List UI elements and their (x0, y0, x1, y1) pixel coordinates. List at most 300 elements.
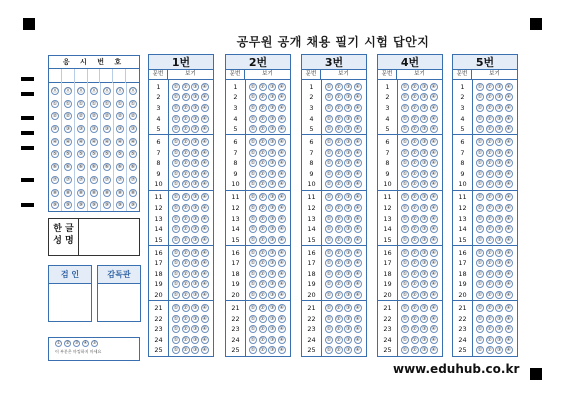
answer-bubble[interactable]: ① (173, 260, 179, 267)
answer-bubble[interactable]: ① (402, 204, 408, 211)
answer-bubble[interactable]: ② (487, 215, 492, 222)
exam-number-bubble[interactable]: ③ (52, 126, 58, 133)
answer-bubble[interactable]: ④ (431, 115, 437, 122)
exam-number-bubble[interactable]: ⓪ (104, 88, 110, 94)
answer-bubble[interactable]: ② (487, 270, 492, 277)
answer-bubble[interactable]: ④ (355, 347, 361, 354)
answer-bubble[interactable]: ③ (421, 139, 427, 146)
answer-bubble[interactable]: ④ (279, 304, 285, 311)
answer-bubble[interactable]: ④ (506, 236, 512, 243)
exam-number-bubble[interactable]: ② (78, 113, 84, 120)
answer-bubble[interactable]: ① (173, 181, 179, 188)
answer-bubble[interactable]: ② (183, 83, 188, 90)
answer-bubble[interactable]: ④ (355, 315, 361, 322)
answer-bubble[interactable]: ② (487, 126, 492, 133)
answer-bubble[interactable]: ③ (421, 126, 427, 133)
answer-bubble[interactable]: ① (477, 160, 483, 167)
exam-number-bubble[interactable]: ⑧ (52, 189, 58, 196)
answer-bubble[interactable]: ① (326, 139, 332, 146)
answer-bubble[interactable]: ③ (496, 304, 502, 311)
answer-bubble[interactable]: ② (336, 215, 341, 222)
answer-bubble[interactable]: ② (412, 281, 417, 288)
answer-bubble[interactable]: ② (336, 326, 341, 333)
exam-number-bubble[interactable]: ⑤ (78, 151, 84, 158)
answer-bubble[interactable]: ① (326, 226, 332, 233)
answer-bubble[interactable]: ③ (496, 260, 502, 267)
answer-bubble[interactable]: ③ (192, 149, 198, 156)
answer-bubble[interactable]: ④ (355, 83, 361, 90)
answer-bubble[interactable]: ② (336, 139, 341, 146)
exam-number-bubble[interactable]: ⑦ (117, 176, 123, 183)
answer-bubble[interactable]: ② (260, 270, 265, 277)
answer-bubble[interactable]: ① (173, 270, 179, 277)
answer-bubble[interactable]: ④ (355, 160, 361, 167)
answer-bubble[interactable]: ③ (496, 149, 502, 156)
answer-bubble[interactable]: ④ (279, 336, 285, 343)
answer-bubble[interactable]: ④ (279, 270, 285, 277)
answer-bubble[interactable]: ④ (506, 181, 512, 188)
answer-bubble[interactable]: ② (260, 104, 265, 111)
answer-bubble[interactable]: ④ (506, 126, 512, 133)
answer-bubble[interactable]: ① (250, 204, 256, 211)
answer-bubble[interactable]: ② (260, 336, 265, 343)
exam-number-bubble[interactable]: ④ (52, 138, 58, 145)
answer-bubble[interactable]: ① (402, 281, 408, 288)
exam-number-bubble[interactable]: ③ (117, 126, 123, 133)
exam-number-bubble[interactable]: ⑧ (117, 189, 123, 196)
answer-bubble[interactable]: ① (402, 170, 408, 177)
answer-bubble[interactable]: ③ (345, 270, 351, 277)
answer-bubble[interactable]: ② (412, 181, 417, 188)
answer-bubble[interactable]: ③ (496, 126, 502, 133)
answer-bubble[interactable]: ④ (431, 249, 437, 256)
answer-bubble[interactable]: ② (487, 292, 492, 299)
exam-number-bubble[interactable]: ⓪ (52, 88, 58, 94)
answer-bubble[interactable]: ① (250, 281, 256, 288)
answer-bubble[interactable]: ③ (269, 270, 275, 277)
answer-bubble[interactable]: ② (487, 204, 492, 211)
answer-bubble[interactable]: ① (477, 126, 483, 133)
answer-bubble[interactable]: ③ (269, 249, 275, 256)
answer-bubble[interactable]: ② (487, 149, 492, 156)
answer-bubble[interactable]: ③ (269, 315, 275, 322)
answer-bubble[interactable]: ④ (202, 139, 208, 146)
answer-bubble[interactable]: ④ (506, 249, 512, 256)
answer-bubble[interactable]: ③ (345, 115, 351, 122)
exam-number-bubble[interactable]: ⑥ (52, 164, 58, 171)
answer-bubble[interactable]: ④ (506, 215, 512, 222)
answer-bubble[interactable]: ④ (355, 304, 361, 311)
answer-bubble[interactable]: ② (487, 194, 492, 201)
answer-bubble[interactable]: ④ (506, 204, 512, 211)
answer-bubble[interactable]: ③ (269, 304, 275, 311)
answer-bubble[interactable]: ① (402, 83, 408, 90)
exam-number-bubble[interactable]: ⑨ (130, 202, 136, 209)
answer-bubble[interactable]: ① (477, 94, 483, 101)
answer-bubble[interactable]: ① (477, 347, 483, 354)
answer-bubble[interactable]: ① (173, 160, 179, 167)
answer-bubble[interactable]: ① (250, 347, 256, 354)
answer-bubble[interactable]: ② (183, 149, 188, 156)
answer-bubble[interactable]: ③ (496, 249, 502, 256)
exam-number-bubble[interactable]: ⑤ (130, 151, 136, 158)
answer-bubble[interactable]: ④ (202, 260, 208, 267)
answer-bubble[interactable]: ② (336, 292, 341, 299)
answer-bubble[interactable]: ④ (431, 194, 437, 201)
exam-number-bubble[interactable]: ② (117, 113, 123, 120)
exam-number-bubble[interactable]: ⑨ (78, 202, 84, 209)
answer-bubble[interactable]: ③ (192, 181, 198, 188)
exam-number-bubble[interactable]: ① (117, 100, 123, 107)
exam-number-bubble[interactable]: ⑦ (78, 176, 84, 183)
answer-bubble[interactable]: ① (402, 181, 408, 188)
answer-bubble[interactable]: ④ (355, 139, 361, 146)
answer-bubble[interactable]: ① (402, 226, 408, 233)
answer-bubble[interactable]: ③ (269, 292, 275, 299)
answer-bubble[interactable]: ② (183, 226, 188, 233)
answer-bubble[interactable]: ① (477, 226, 483, 233)
answer-bubble[interactable]: ① (402, 149, 408, 156)
answer-bubble[interactable]: ④ (202, 249, 208, 256)
answer-bubble[interactable]: ① (250, 94, 256, 101)
exam-number-bubble[interactable]: ① (65, 100, 71, 107)
answer-bubble[interactable]: ① (326, 215, 332, 222)
answer-bubble[interactable]: ① (402, 194, 408, 201)
answer-bubble[interactable]: ① (326, 194, 332, 201)
answer-bubble[interactable]: ④ (431, 236, 437, 243)
answer-bubble[interactable]: ③ (269, 194, 275, 201)
answer-bubble[interactable]: ④ (506, 94, 512, 101)
exam-number-bubble[interactable]: ⑥ (104, 164, 110, 171)
answer-bubble[interactable]: ① (326, 270, 332, 277)
answer-bubble[interactable]: ① (250, 226, 256, 233)
answer-bubble[interactable]: ① (173, 83, 179, 90)
answer-bubble[interactable]: ② (260, 215, 265, 222)
answer-bubble[interactable]: ② (412, 292, 417, 299)
answer-bubble[interactable]: ② (336, 236, 341, 243)
answer-bubble[interactable]: ④ (431, 149, 437, 156)
answer-bubble[interactable]: ② (183, 270, 188, 277)
exam-number-bubble[interactable]: ③ (78, 126, 84, 133)
answer-bubble[interactable]: ③ (269, 181, 275, 188)
answer-bubble[interactable]: ② (260, 115, 265, 122)
answer-bubble[interactable]: ② (183, 115, 188, 122)
answer-bubble[interactable]: ① (250, 260, 256, 267)
answer-bubble[interactable]: ③ (269, 104, 275, 111)
answer-bubble[interactable]: ① (477, 104, 483, 111)
answer-bubble[interactable]: ② (260, 194, 265, 201)
answer-bubble[interactable]: ② (183, 304, 188, 311)
answer-bubble[interactable]: ③ (345, 236, 351, 243)
answer-bubble[interactable]: ③ (421, 204, 427, 211)
answer-bubble[interactable]: ② (487, 347, 492, 354)
answer-bubble[interactable]: ④ (279, 292, 285, 299)
answer-bubble[interactable]: ② (412, 160, 417, 167)
answer-bubble[interactable]: ② (336, 126, 341, 133)
answer-bubble[interactable]: ① (326, 181, 332, 188)
answer-bubble[interactable]: ① (173, 315, 179, 322)
answer-bubble[interactable]: ① (173, 126, 179, 133)
exam-number-bubble[interactable]: ② (52, 113, 58, 120)
answer-bubble[interactable]: ③ (269, 347, 275, 354)
answer-bubble[interactable]: ④ (355, 281, 361, 288)
answer-bubble[interactable]: ① (402, 139, 408, 146)
answer-bubble[interactable]: ② (412, 236, 417, 243)
answer-bubble[interactable]: ② (183, 204, 188, 211)
answer-bubble[interactable]: ③ (345, 149, 351, 156)
answer-bubble[interactable]: ④ (202, 170, 208, 177)
answer-bubble[interactable]: ① (477, 194, 483, 201)
answer-bubble[interactable]: ① (173, 194, 179, 201)
answer-bubble[interactable]: ④ (279, 160, 285, 167)
answer-bubble[interactable]: ③ (421, 215, 427, 222)
answer-bubble[interactable]: ② (487, 336, 492, 343)
exam-number-bubble[interactable]: ⑤ (65, 151, 71, 158)
answer-bubble[interactable]: ① (326, 304, 332, 311)
answer-bubble[interactable]: ④ (279, 249, 285, 256)
answer-bubble[interactable]: ④ (506, 326, 512, 333)
answer-bubble[interactable]: ② (487, 249, 492, 256)
answer-bubble[interactable]: ③ (345, 126, 351, 133)
answer-bubble[interactable]: ③ (192, 160, 198, 167)
exam-number-bubble[interactable]: ⑤ (117, 151, 123, 158)
answer-bubble[interactable]: ③ (496, 194, 502, 201)
answer-bubble[interactable]: ③ (192, 83, 198, 90)
answer-bubble[interactable]: ④ (279, 236, 285, 243)
answer-bubble[interactable]: ② (183, 139, 188, 146)
answer-bubble[interactable]: ② (336, 83, 341, 90)
answer-bubble[interactable]: ④ (431, 215, 437, 222)
answer-bubble[interactable]: ① (402, 260, 408, 267)
answer-bubble[interactable]: ③ (345, 204, 351, 211)
answer-bubble[interactable]: ④ (506, 260, 512, 267)
answer-bubble[interactable]: ① (250, 115, 256, 122)
answer-bubble[interactable]: ③ (345, 249, 351, 256)
answer-bubble[interactable]: ① (402, 304, 408, 311)
answer-bubble[interactable]: ① (326, 347, 332, 354)
answer-bubble[interactable]: ② (183, 104, 188, 111)
answer-bubble[interactable]: ① (326, 260, 332, 267)
answer-bubble[interactable]: ① (173, 304, 179, 311)
exam-number-bubble[interactable]: ② (130, 113, 136, 120)
answer-bubble[interactable]: ① (173, 170, 179, 177)
answer-bubble[interactable]: ① (173, 281, 179, 288)
exam-number-bubble[interactable]: ⑦ (52, 176, 58, 183)
answer-bubble[interactable]: ④ (202, 181, 208, 188)
answer-bubble[interactable]: ③ (345, 181, 351, 188)
answer-bubble[interactable]: ④ (431, 315, 437, 322)
answer-bubble[interactable]: ① (250, 139, 256, 146)
answer-bubble[interactable]: ② (412, 194, 417, 201)
answer-bubble[interactable]: ④ (355, 149, 361, 156)
answer-bubble[interactable]: ④ (355, 326, 361, 333)
exam-number-bubble[interactable]: ⑤ (104, 151, 110, 158)
answer-bubble[interactable]: ① (326, 170, 332, 177)
answer-bubble[interactable]: ② (183, 94, 188, 101)
answer-bubble[interactable]: ③ (421, 236, 427, 243)
answer-bubble[interactable]: ④ (431, 260, 437, 267)
exam-number-bubble[interactable]: ⑧ (104, 189, 110, 196)
answer-bubble[interactable]: ④ (279, 83, 285, 90)
answer-bubble[interactable]: ④ (279, 326, 285, 333)
answer-bubble[interactable]: ② (412, 204, 417, 211)
answer-bubble[interactable]: ② (183, 347, 188, 354)
answer-bubble[interactable]: ④ (506, 139, 512, 146)
exam-number-bubble[interactable]: ② (91, 113, 97, 120)
answer-bubble[interactable]: ① (326, 292, 332, 299)
answer-bubble[interactable]: ① (250, 315, 256, 322)
answer-bubble[interactable]: ① (250, 181, 256, 188)
answer-bubble[interactable]: ① (326, 104, 332, 111)
answer-bubble[interactable]: ② (183, 126, 188, 133)
answer-bubble[interactable]: ③ (496, 326, 502, 333)
answer-bubble[interactable]: ① (477, 260, 483, 267)
answer-bubble[interactable]: ① (173, 139, 179, 146)
answer-bubble[interactable]: ③ (345, 304, 351, 311)
answer-bubble[interactable]: ② (487, 281, 492, 288)
answer-bubble[interactable]: ① (402, 94, 408, 101)
answer-bubble[interactable]: ④ (431, 336, 437, 343)
answer-bubble[interactable]: ③ (345, 347, 351, 354)
answer-bubble[interactable]: ① (326, 315, 332, 322)
answer-bubble[interactable]: ① (173, 236, 179, 243)
answer-bubble[interactable]: ④ (279, 215, 285, 222)
answer-bubble[interactable]: ① (173, 347, 179, 354)
exam-number-bubble[interactable]: ① (104, 100, 110, 107)
exam-number-bubble[interactable]: ④ (91, 138, 97, 145)
answer-bubble[interactable]: ③ (496, 170, 502, 177)
answer-bubble[interactable]: ④ (279, 104, 285, 111)
answer-bubble[interactable]: ② (412, 304, 417, 311)
answer-bubble[interactable]: ① (250, 304, 256, 311)
exam-number-bubble[interactable]: ④ (117, 138, 123, 145)
answer-bubble[interactable]: ③ (269, 326, 275, 333)
answer-bubble[interactable]: ② (183, 194, 188, 201)
exam-number-bubble[interactable]: ④ (130, 138, 136, 145)
answer-bubble[interactable]: ④ (279, 347, 285, 354)
answer-bubble[interactable]: ② (260, 249, 265, 256)
answer-bubble[interactable]: ① (326, 249, 332, 256)
answer-bubble[interactable]: ③ (496, 83, 502, 90)
answer-bubble[interactable]: ② (336, 347, 341, 354)
answer-bubble[interactable]: ② (183, 160, 188, 167)
answer-bubble[interactable]: ① (402, 336, 408, 343)
answer-bubble[interactable]: ① (326, 281, 332, 288)
exam-number-bubble[interactable]: ⑥ (130, 164, 136, 171)
answer-bubble[interactable]: ③ (269, 160, 275, 167)
answer-bubble[interactable]: ① (173, 149, 179, 156)
answer-bubble[interactable]: ③ (496, 347, 502, 354)
answer-bubble[interactable]: ② (336, 94, 341, 101)
answer-bubble[interactable]: ① (477, 281, 483, 288)
answer-bubble[interactable]: ② (336, 204, 341, 211)
answer-bubble[interactable]: ① (477, 83, 483, 90)
answer-bubble[interactable]: ② (336, 260, 341, 267)
answer-bubble[interactable]: ① (250, 104, 256, 111)
answer-bubble[interactable]: ④ (506, 347, 512, 354)
answer-bubble[interactable]: ① (250, 215, 256, 222)
website-url[interactable]: www.eduhub.co.kr (393, 362, 520, 376)
answer-bubble[interactable]: ③ (421, 270, 427, 277)
answer-bubble[interactable]: ② (260, 204, 265, 211)
answer-bubble[interactable]: ③ (496, 336, 502, 343)
answer-bubble[interactable]: ④ (355, 181, 361, 188)
answer-bubble[interactable]: ③ (345, 226, 351, 233)
answer-bubble[interactable]: ① (326, 160, 332, 167)
answer-bubble[interactable]: ③ (345, 336, 351, 343)
answer-bubble[interactable]: ④ (355, 204, 361, 211)
exam-number-bubble[interactable]: ② (104, 113, 110, 120)
exam-number-bubble[interactable]: ② (65, 113, 71, 120)
answer-bubble[interactable]: ② (260, 260, 265, 267)
answer-bubble[interactable]: ③ (421, 94, 427, 101)
answer-bubble[interactable]: ② (260, 304, 265, 311)
answer-bubble[interactable]: ① (477, 139, 483, 146)
answer-bubble[interactable]: ③ (496, 226, 502, 233)
answer-bubble[interactable]: ③ (345, 83, 351, 90)
answer-bubble[interactable]: ② (260, 347, 265, 354)
exam-number-bubble[interactable]: ⑧ (78, 189, 84, 196)
answer-bubble[interactable]: ② (260, 160, 265, 167)
answer-bubble[interactable]: ④ (202, 160, 208, 167)
answer-bubble[interactable]: ① (173, 226, 179, 233)
answer-bubble[interactable]: ② (183, 181, 188, 188)
answer-bubble[interactable]: ③ (496, 181, 502, 188)
answer-bubble[interactable]: ② (336, 115, 341, 122)
answer-bubble[interactable]: ② (412, 336, 417, 343)
name-input-area[interactable] (80, 219, 139, 255)
answer-bubble[interactable]: ① (250, 336, 256, 343)
answer-bubble[interactable]: ④ (506, 149, 512, 156)
answer-bubble[interactable]: ④ (202, 104, 208, 111)
answer-bubble[interactable]: ③ (269, 149, 275, 156)
answer-bubble[interactable]: ② (487, 315, 492, 322)
answer-bubble[interactable]: ③ (345, 104, 351, 111)
answer-bubble[interactable]: ① (402, 326, 408, 333)
answer-bubble[interactable]: ④ (355, 236, 361, 243)
answer-bubble[interactable]: ① (250, 194, 256, 201)
answer-bubble[interactable]: ④ (202, 83, 208, 90)
answer-bubble[interactable]: ③ (496, 94, 502, 101)
answer-bubble[interactable]: ② (183, 281, 188, 288)
answer-bubble[interactable]: ④ (202, 270, 208, 277)
answer-bubble[interactable]: ② (183, 215, 188, 222)
answer-bubble[interactable]: ④ (431, 83, 437, 90)
answer-bubble[interactable]: ③ (345, 292, 351, 299)
answer-bubble[interactable]: ② (336, 181, 341, 188)
answer-bubble[interactable]: ③ (421, 249, 427, 256)
exam-number-bubble[interactable]: ⑦ (104, 176, 110, 183)
answer-bubble[interactable]: ③ (345, 260, 351, 267)
answer-bubble[interactable]: ① (326, 149, 332, 156)
exam-number-bubble[interactable]: ⑦ (130, 176, 136, 183)
answer-bubble[interactable]: ② (412, 347, 417, 354)
answer-bubble[interactable]: ① (326, 115, 332, 122)
answer-bubble[interactable]: ③ (269, 139, 275, 146)
answer-bubble[interactable]: ② (412, 249, 417, 256)
answer-bubble[interactable]: ④ (431, 94, 437, 101)
answer-bubble[interactable]: ④ (506, 304, 512, 311)
answer-bubble[interactable]: ③ (345, 326, 351, 333)
answer-bubble[interactable]: ② (260, 126, 265, 133)
answer-bubble[interactable]: ② (336, 281, 341, 288)
answer-bubble[interactable]: ② (412, 104, 417, 111)
answer-bubble[interactable]: ② (183, 292, 188, 299)
exam-number-bubble[interactable]: ⑤ (52, 151, 58, 158)
answer-bubble[interactable]: ② (487, 160, 492, 167)
answer-bubble[interactable]: ③ (421, 292, 427, 299)
answer-bubble[interactable]: ② (260, 83, 265, 90)
